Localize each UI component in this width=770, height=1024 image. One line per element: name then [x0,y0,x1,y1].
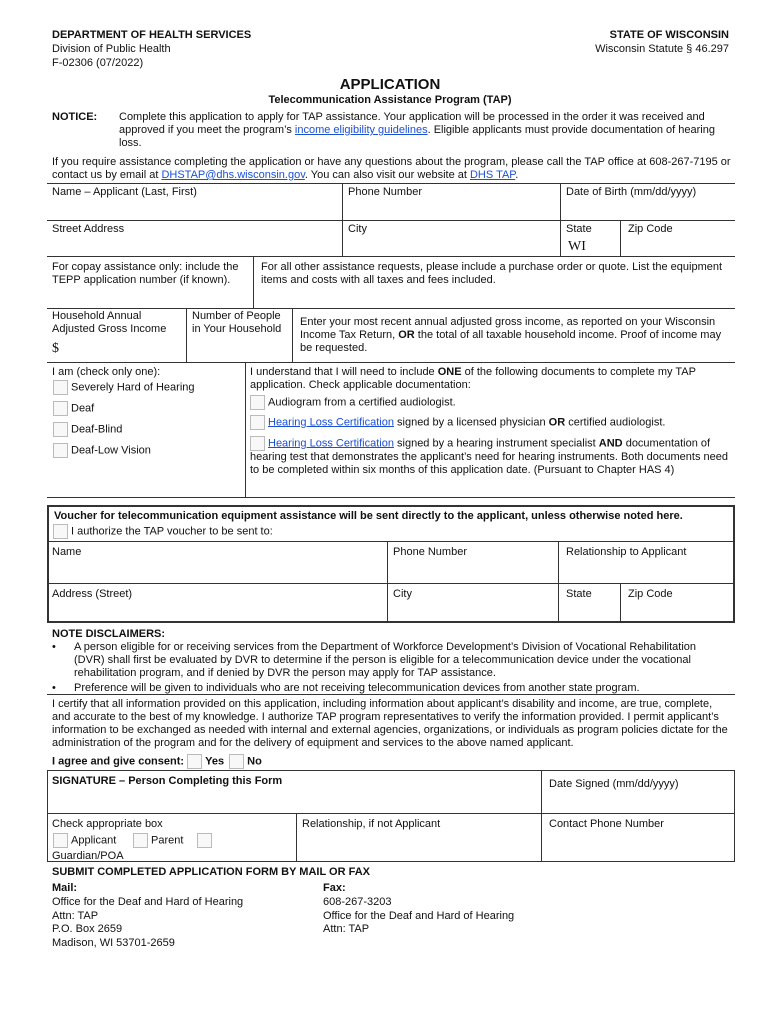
doc-option-audiogram[interactable] [250,395,456,410]
fax-line: Attn: TAP [323,923,370,935]
notice-text [119,111,729,150]
i-am-option-3[interactable] [53,443,151,458]
notice-label: NOTICE: [52,111,98,123]
checkbox-physician[interactable] [250,415,265,430]
docs-intro-1: I understand that I will need to include [250,366,438,378]
checkbox-signer-guardian[interactable] [197,833,212,848]
checkbox-specialist[interactable] [250,436,265,451]
voucher-phone-label: Phone Number [393,546,467,558]
household-size-label: Number of People in Your Household [192,310,282,335]
consent-yes-label: Yes [205,755,225,768]
doc-option-specialist-and: AND [598,437,623,450]
help-text-1: If you require assistance completing the application or have any questions about the program, please call the TAP office at 608-267-7195 or contact us by email at [52,156,731,181]
help-text [52,156,732,182]
hearing-loss-cert-link-2[interactable]: Hearing Loss Certification [268,437,394,450]
state-name: STATE OF WISCONSIN [609,29,729,41]
applicant-dob-label: Date of Birth (mm/dd/yyyy) [566,186,697,198]
checkbox-signer-applicant[interactable] [53,833,68,848]
i-am-option-1-label: Deaf [71,402,95,415]
city-label: City [348,223,367,235]
checkbox-consent-yes[interactable] [187,754,202,769]
voucher-authorize-label: I authorize the TAP voucher to be sent to: [71,525,273,538]
mail-line: Attn: TAP [52,909,99,922]
checkbox-deaf-low-vision[interactable] [53,443,68,458]
doc-option-physician-text: signed by a licensed physician [393,416,549,429]
certify-text: I certify that all information provided on this application, including information about applicant’s disability and income, are true, complete, and accurate to the best of my knowledge. I authorize TAP program representatives to verify the information provided. I permit applicant’s information to be exchanged as needed with internal and external agencies, organizations, or individuals as program policies dictate for the administration of the program and for the delivery of equipment and services to the above named applicant. [52,698,728,749]
consent-no-label: No [247,755,262,768]
voucher-city-label: City [393,588,412,600]
bullet-dot: • [52,682,56,694]
notice-text-1: Complete this application to apply for TAP assistance. Your application will be processed in the order it was received and approved if you meet the program’s [119,111,705,136]
fax-line: 608-267-3203 [323,896,392,908]
doc-option-physician[interactable] [250,415,665,430]
docs-intro-2: of the following documents to complete my TAP application. Check applicable documentation: [250,366,696,391]
i-am-option-2[interactable] [53,422,122,437]
checkbox-severely-hoh[interactable] [53,380,68,395]
page-title: APPLICATION [339,76,441,93]
email-link[interactable]: DHSTAP@dhs.wisconsin.gov [161,169,305,181]
income-note-or: OR [398,329,415,341]
doc-option-audiogram-label: Audiogram from a certified audiologist. [268,396,456,409]
income-note-1: Enter your most recent annual adjusted gross income, as reported on your Wisconsin Income Tax Return, [300,316,716,341]
mail-line: Office for the Deaf and Hard of Hearing [52,896,244,908]
signer-parent-label: Parent [151,834,184,847]
voucher-state-label: State [566,588,592,600]
signer-guardian-label: Guardian/POA [52,850,124,862]
check-box-label: Check appropriate box [52,818,163,830]
income-guidelines-link[interactable]: income eligibility guidelines [294,124,428,136]
voucher-zip-label: Zip Code [628,588,673,600]
page-subtitle: Telecommunication Assistance Program (TAP) [268,94,512,106]
consent-row [52,754,262,769]
other-assistance-label: For all other assistance requests, please include a purchase order or quote. List the equipment items and costs with all taxes and fees included. [261,261,723,286]
mail-line: P.O. Box 2659 [52,923,123,935]
checkbox-deaf[interactable] [53,401,68,416]
income-note [296,314,732,357]
relationship-label: Relationship, if not Applicant [302,818,441,830]
disclaimer-item-1: Preference will be given to individuals who are not receiving telecommunication devices from another state program. [74,682,640,694]
fax-line: Office for the Deaf and Hard of Hearing [323,909,515,922]
date-signed-label: Date Signed (mm/dd/yyyy) [549,778,679,790]
zip-label: Zip Code [628,223,673,235]
division-name: Division of Public Health [52,43,171,55]
help-text-2: . You can also visit our website at [304,169,470,181]
tepp-label: For copay assistance only: include the TEPP application number (if known). [52,261,239,286]
mail-address [52,896,243,950]
hearing-loss-cert-link-1[interactable]: Hearing Loss Certification [268,416,394,429]
i-am-option-2-label: Deaf-Blind [71,423,123,436]
applicant-name-label: Name – Applicant (Last, First) [52,186,197,198]
voucher-authorize[interactable] [53,524,273,539]
applicant-phone-label: Phone Number [348,186,422,198]
submit-heading: SUBMIT COMPLETED APPLICATION FORM BY MAIL OR FAX [52,866,370,878]
income-label: Household Annual Adjusted Gross Income [52,310,167,335]
signer-applicant-label: Applicant [71,834,117,847]
docs-intro [246,364,716,394]
disclaimer-item-0: A person eligible for or receiving services from the Department of Workforce Development’s Division of Vocational Rehabilitation (DVR) shall first be evaluated by DVR to determine if the person is eligible for a telecommunication device under the vocational rehabilitation program, and if denied by DVR the person may apply for TAP assistance. [74,641,697,679]
consent-label: I agree and give consent: [52,755,185,768]
i-am-option-0-label: Severely Hard of Hearing [71,381,195,394]
voucher-heading: Voucher for telecommunication equipment assistance will be sent directly to the applicant, unless otherwise noted here. [54,510,683,522]
doc-option-specialist-text: signed by a hearing instrument specialist [393,437,599,450]
help-text-3: . [515,169,519,181]
dhs-tap-link[interactable]: DHS TAP [469,169,516,181]
state-label: State [566,223,592,235]
signer-parent-option[interactable] [133,833,215,848]
fax-info [323,896,514,937]
state-value[interactable]: WI [568,239,586,254]
checkbox-voucher-authorize[interactable] [53,524,68,539]
mail-label: Mail: [52,882,78,894]
i-am-option-0[interactable] [53,380,195,395]
street-address-label: Street Address [52,223,125,235]
fax-label: Fax: [323,882,346,894]
bullet-dot: • [52,641,56,653]
checkbox-consent-no[interactable] [229,754,244,769]
signature-label: SIGNATURE – Person Completing this Form [52,775,283,787]
checkbox-signer-parent[interactable] [133,833,148,848]
doc-option-physician-or: OR [548,416,566,429]
disclaimers-heading: NOTE DISCLAIMERS: [52,628,166,640]
signer-applicant-option[interactable] [53,833,116,848]
docs-intro-one: ONE [437,366,462,378]
income-note-2: the total of all taxable household income. Proof of income may be requested. [300,329,722,354]
voucher-relationship-label: Relationship to Applicant [566,546,687,558]
department-name: DEPARTMENT OF HEALTH SERVICES [52,29,252,41]
doc-option-specialist[interactable] [250,436,730,477]
i-am-option-1[interactable] [53,401,94,416]
mail-line: Madison, WI 53701-2659 [52,936,175,949]
doc-option-physician-end: certified audiologist. [565,416,666,429]
income-symbol: $ [52,341,59,356]
form-number: F-02306 (07/2022) [52,57,144,69]
notice-text-2: . Eligible applicants must provide documentation of hearing loss. [119,124,715,149]
statute: Wisconsin Statute § 46.297 [595,43,729,55]
checkbox-audiogram[interactable] [250,395,265,410]
voucher-name-label: Name [52,546,82,558]
contact-phone-label: Contact Phone Number [549,818,664,830]
i-am-option-3-label: Deaf-Low Vision [71,444,151,457]
checkbox-deaf-blind[interactable] [53,422,68,437]
voucher-address-label: Address (Street) [52,588,133,600]
doc-option-specialist-end: documentation of hearing test that demonstrates the applicant’s need for hearing instruments. Both documents need to be completed within six months of this application date. (Pursuant to Chapter HAS 4) [250,437,728,476]
i-am-label: I am (check only one): [52,366,161,378]
